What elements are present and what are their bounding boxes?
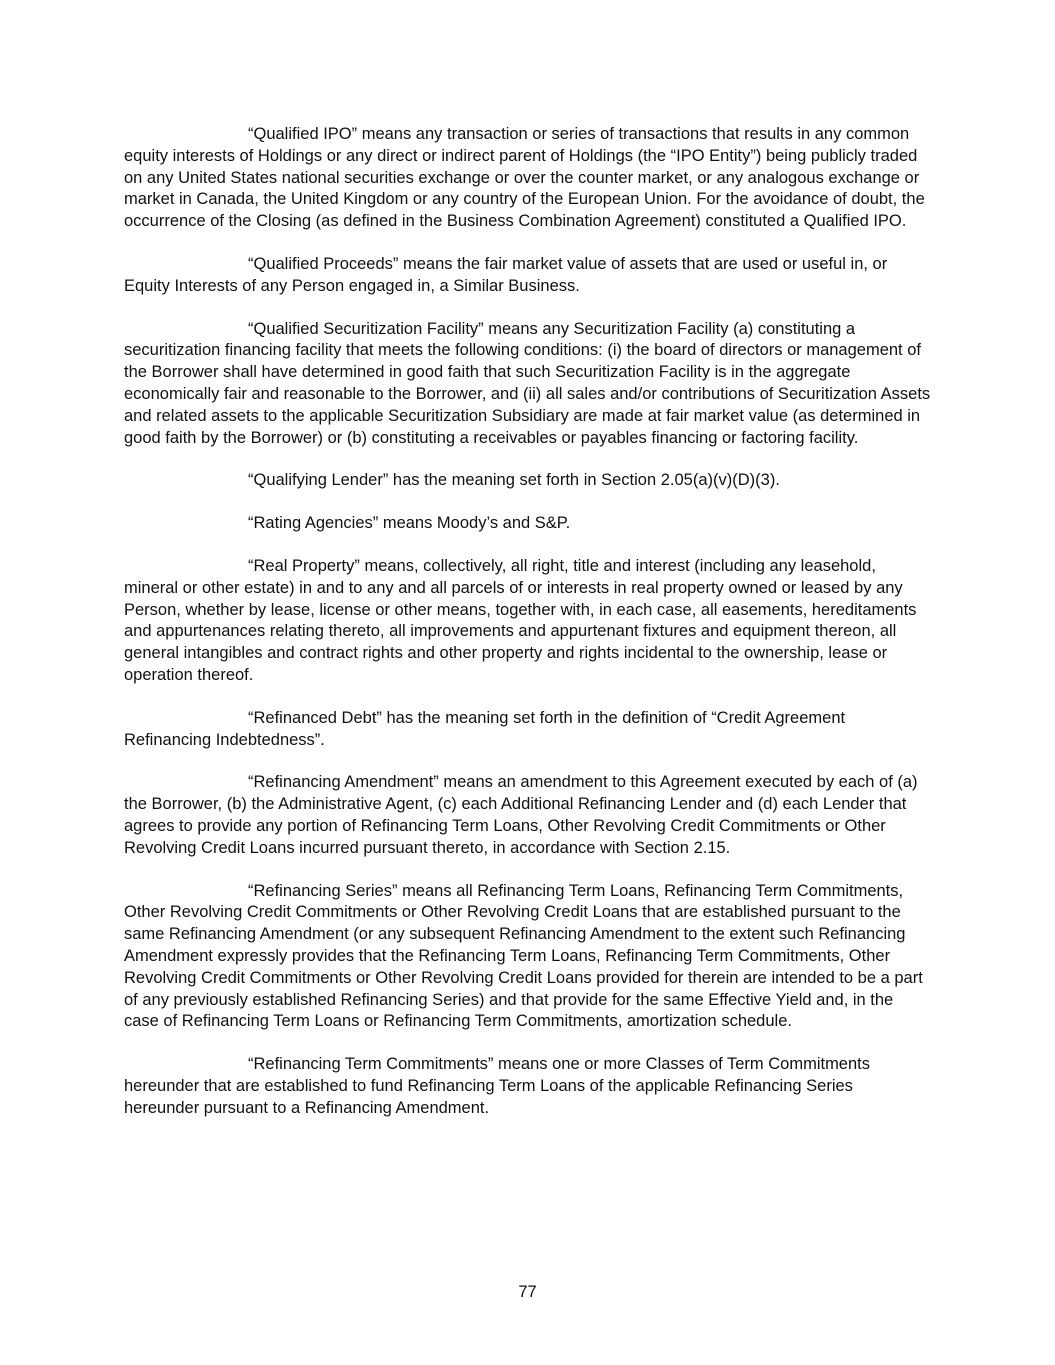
page-number: 77 <box>518 1283 537 1301</box>
definition-qualified-ipo: “Qualified IPO” means any transaction or series of transactions that results in any common equity interests of Holdings or any direct or indirect parent of Holdings (the “IPO Entity”) being publicly traded on any United States national securities exchange or over the counter market, or any analogous exchange or market in Canada, the United Kingdom or any country of the European Union. For the avoidance of doubt, the occurrence of the Closing (as defined in the Business Combination Agreement) constituted a Qualified IPO. <box>124 125 925 231</box>
definition-qualified-securitization-facility: “Qualified Securitization Facility” means any Securitization Facility (a) constituting a securitization financing facility that meets the following conditions: (i) the board of directors or management of the Borrower shall have determined in good faith that such Securitization Facility is in the aggregate economically fair and reasonable to the Borrower, and (ii) all sales and/or contributions of Securitization Assets and related assets to the applicable Securitization Subsidiary are made at fair market value (as determined in good faith by the Borrower) or (b) constituting a receivables or payables financing or factoring facility. <box>124 319 931 447</box>
definition-qualified-proceeds: “Qualified Proceeds” means the fair market value of assets that are used or useful in, or Equity Interests of any Person engaged in, a Similar Business. <box>124 254 888 295</box>
document-body <box>124 124 932 1140</box>
definition-refinanced-debt: “Refinanced Debt” has the meaning set forth in the definition of “Credit Agreement Refinancing Indebtedness”. <box>124 708 846 749</box>
definition-refinancing-series: “Refinancing Series” means all Refinancing Term Loans, Refinancing Term Commitments, Other Revolving Credit Commitments or Other Revolving Credit Loans that are established pursuant to the same Refinancing Amendment (or any subsequent Refinancing Amendment to the extent such Refinancing Amendment expressly provides that the Refinancing Term Loans, Refinancing Term Commitments, Other Revolving Credit Commitments or Other Revolving Credit Loans provided for therein are intended to be a part of any previously established Refinancing Series) and that provide for the same Effective Yield and, in the case of Refinancing Term Loans or Refinancing Term Commitments, amortization schedule. <box>124 881 923 1031</box>
definition-refinancing-term-commitments: “Refinancing Term Commitments” means one or more Classes of Term Commitments hereunder that are established to fund Refinancing Term Loans of the applicable Refinancing Series hereunder pursuant to a Refinancing Amendment. <box>124 1055 870 1117</box>
definition-refinancing-amendment: “Refinancing Amendment” means an amendment to this Agreement executed by each of (a) the Borrower, (b) the Administrative Agent, (c) each Additional Refinancing Lender and (d) each Lender that agrees to provide any portion of Refinancing Term Loans, Other Revolving Credit Commitments or Other Revolving Credit Loans incurred pursuant thereto, in accordance with Section 2.15. <box>124 773 918 857</box>
definition-qualifying-lender: “Qualifying Lender” has the meaning set forth in Section 2.05(a)(v)(D)(3). <box>248 471 780 490</box>
definition-rating-agencies: “Rating Agencies” means Moody’s and S&P. <box>248 514 571 533</box>
definition-real-property: “Real Property” means, collectively, all right, title and interest (including any leasehold, mineral or other estate) in and to any and all parcels of or interests in real property owned or leased by any Person, whether by lease, license or other means, together with, in each case, all easements, hereditaments and appurtenances relating thereto, all improvements and appurtenant fixtures and equipment thereon, all general intangibles and contract rights and other property and rights incidental to the ownership, lease or operation thereof. <box>124 556 917 684</box>
